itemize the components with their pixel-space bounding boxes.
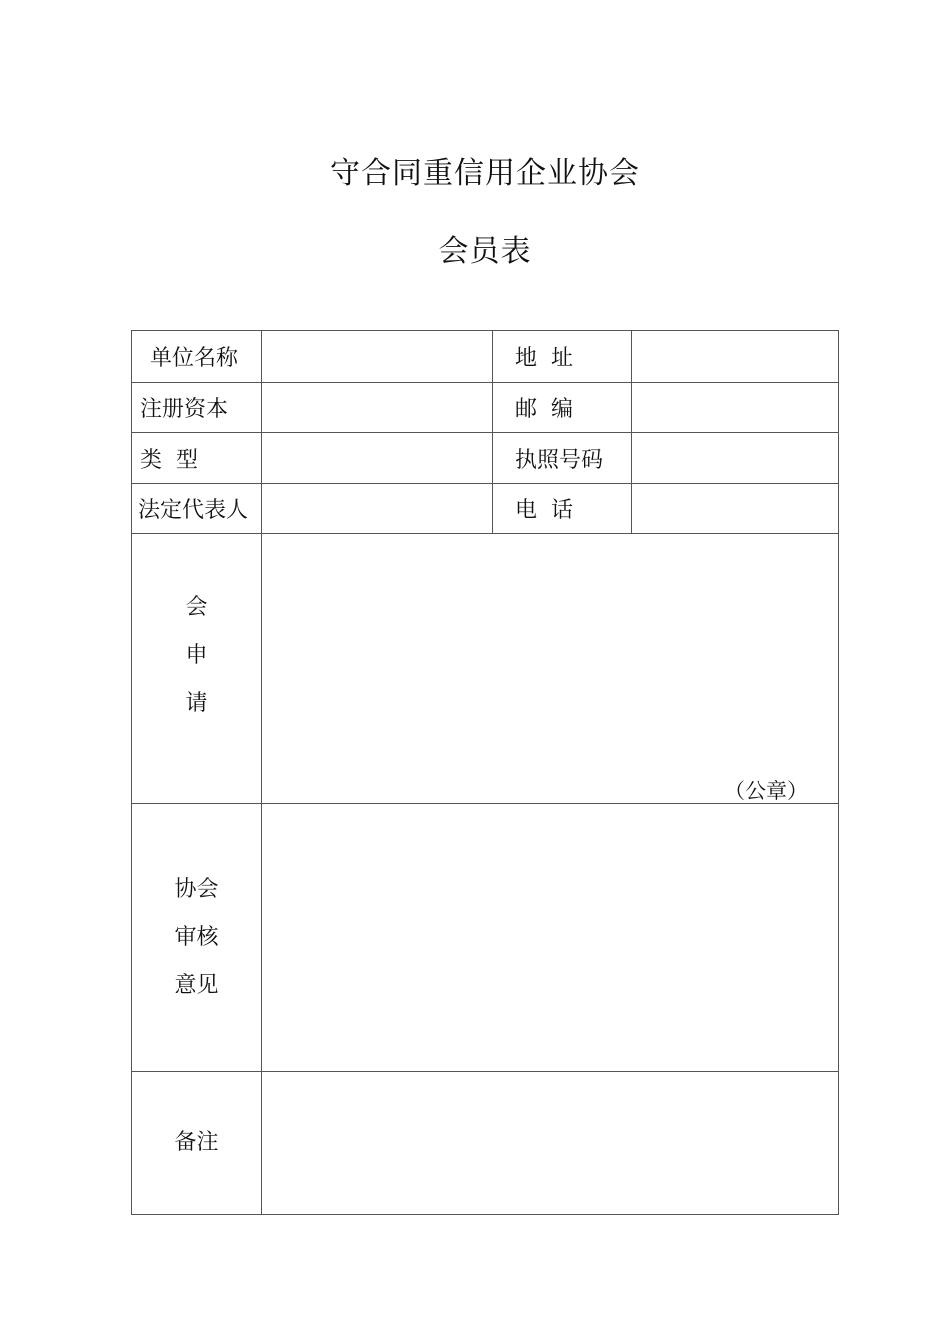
application-label	[132, 534, 262, 804]
form-row-application	[132, 534, 839, 804]
form-row-notes	[132, 1072, 839, 1215]
type-field[interactable]	[262, 433, 493, 484]
type-label	[132, 433, 262, 484]
address-label-text: 地 址	[515, 346, 573, 371]
registered-capital-label-text: 注册资本	[140, 397, 229, 422]
phone-label	[493, 484, 632, 534]
postal-code-label-text: 邮 编	[515, 397, 573, 422]
form-row-company-name	[132, 331, 839, 383]
phone-label-text: 电 话	[515, 498, 573, 523]
member-form-table	[131, 330, 839, 1215]
address-field[interactable]	[632, 331, 839, 383]
review-field[interactable]	[262, 804, 839, 1072]
form-row-review	[132, 804, 839, 1072]
postal-code-field[interactable]	[632, 383, 839, 433]
form-row-type	[132, 433, 839, 484]
address-label	[493, 331, 632, 383]
legal-rep-field[interactable]	[262, 484, 493, 534]
application-label-line-1: 会	[185, 594, 208, 620]
notes-label	[132, 1072, 262, 1215]
company-name-field[interactable]	[262, 331, 493, 383]
postal-code-label	[493, 383, 632, 433]
company-name-label-text: 单位名称	[150, 346, 239, 371]
registered-capital-field[interactable]	[262, 383, 493, 433]
application-label-line-3: 请	[185, 690, 208, 716]
official-seal-label: （公章）	[724, 779, 808, 803]
legal-rep-label-text: 法定代表人	[138, 498, 249, 523]
legal-rep-label	[132, 484, 262, 534]
form-row-legal-rep	[132, 484, 839, 534]
notes-field[interactable]	[262, 1072, 839, 1215]
form-row-registered-capital	[132, 383, 839, 433]
review-label-line-3: 意见	[174, 972, 219, 998]
notes-label-text: 备注	[174, 1130, 219, 1155]
review-label-line-1: 协会	[174, 876, 219, 902]
license-number-field[interactable]	[632, 433, 839, 484]
license-number-label-text: 执照号码	[515, 447, 604, 473]
phone-field[interactable]	[632, 484, 839, 534]
registered-capital-label	[132, 383, 262, 433]
review-label-line-2: 审核	[174, 924, 219, 950]
license-number-label	[493, 433, 632, 484]
application-label-line-2: 申	[185, 642, 208, 668]
company-name-label	[132, 331, 262, 383]
application-field[interactable]	[262, 534, 839, 804]
document-subtitle: 会员表	[438, 234, 532, 269]
review-label	[132, 804, 262, 1072]
document-title: 守合同重信用企业协会	[330, 156, 640, 191]
type-label-text: 类 型	[140, 447, 198, 473]
